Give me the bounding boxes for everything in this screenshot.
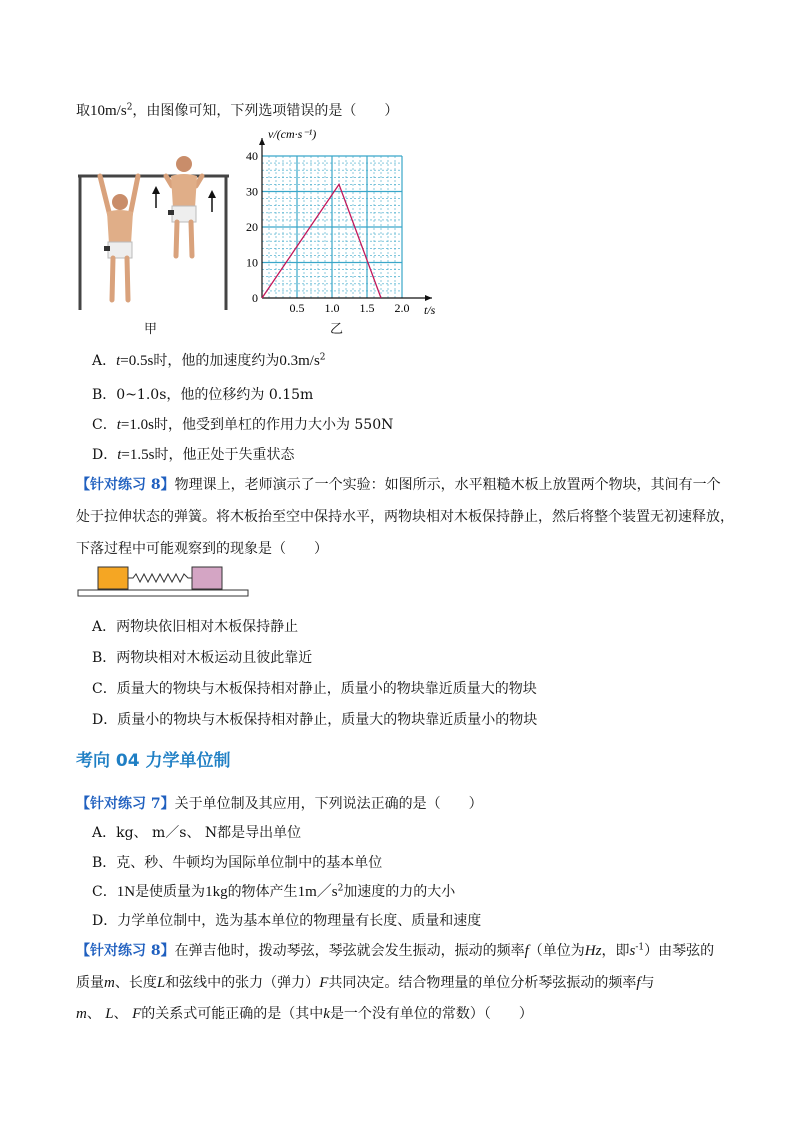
x-axis-label: t/s [424, 303, 436, 317]
option-text: 时，他的加速度约为 [153, 353, 280, 369]
var-f: f [524, 943, 529, 959]
var-f: f [636, 975, 641, 991]
accel-unit: m/s [298, 353, 320, 369]
q3-option-a[interactable]: A．kg、 m／s、 N都是导出单位 [92, 825, 302, 841]
vt-chart [236, 124, 446, 324]
text: 与 [640, 975, 655, 991]
var-l: L [156, 975, 166, 991]
text: 是使质量为 [135, 884, 206, 900]
q3-option-b[interactable]: B．克、秒、牛顿均为国际单位制中的基本单位 [92, 855, 383, 871]
y-tick-label: 40 [246, 149, 258, 163]
x-tick-label: 2.0 [394, 301, 410, 315]
question-tag: 【针对练习 8】 [76, 943, 175, 959]
chart-axes [259, 138, 432, 301]
question-tag: 【针对练习 7】 [76, 796, 175, 812]
option-letter: D． [92, 447, 118, 463]
q1-option-b[interactable] [92, 384, 313, 404]
q2-option-b[interactable]: B．两物块相对木板运动且彼此靠近 [92, 650, 313, 666]
x-tick-label: 0.5 [289, 301, 305, 315]
chart-grid [262, 156, 402, 298]
text: 质量 [76, 975, 104, 991]
figure-label-left: 甲 [144, 322, 158, 337]
var-m: m [76, 1006, 87, 1022]
text: ）由琴弦的 [644, 943, 715, 959]
spring [128, 574, 192, 582]
text: 加速度的力的大小 [343, 884, 456, 900]
section-title: 考向 04 力学单位制 [76, 751, 231, 771]
var-t: t [117, 447, 122, 463]
origin-label: 0 [252, 291, 258, 305]
unit-hz: Hz [584, 943, 602, 959]
q4-stem-line3 [76, 1003, 533, 1023]
num-1: 1 [297, 884, 306, 900]
x-tick-label: 1.0 [324, 301, 340, 315]
q2-option-a[interactable]: A．两物块依旧相对木板保持静止 [92, 619, 299, 635]
right-block [192, 567, 222, 589]
q1-option-c[interactable] [92, 414, 393, 434]
pullup-figure [74, 152, 234, 312]
figure-label-right: 乙 [330, 322, 344, 337]
text: 、 [86, 1006, 106, 1022]
intro-unit: m/s [105, 103, 127, 119]
text: 、长度 [114, 975, 157, 991]
text: 在弹吉他时，拨动琴弦，琴弦就会发生振动，振动的频率 [174, 943, 525, 959]
q2-stem-line1 [76, 474, 721, 494]
unit-s: s [629, 943, 636, 959]
time-unit: s [148, 417, 154, 433]
x-axis-arrow-icon [425, 295, 432, 301]
option-text: 0~1.0s，他的位移约为 0.15m [116, 387, 314, 403]
q1-option-d[interactable] [92, 444, 294, 464]
intro-line [76, 100, 398, 120]
intro-post: ，由图像可知，下列选项错误的是（ ） [132, 103, 399, 119]
y-tick-label: 10 [246, 255, 258, 270]
q3-stem [76, 793, 483, 813]
y-axis-label: v/(cm·s⁻¹) [268, 127, 317, 141]
option-text: 时，他受到单杠的作用力大小为 550N [153, 417, 394, 433]
q2-stem-line2: 处于拉伸状态的弹簧。将木板抬至空中保持水平，两物块相对木板保持静止，然后将整个装置无初速释放， [76, 509, 734, 525]
q1-option-a[interactable] [92, 350, 326, 370]
num-1: 1 [116, 884, 125, 900]
text: 和弦线中的张力（弹力） [165, 975, 320, 991]
time-unit: s [147, 353, 154, 369]
text: ，即 [601, 943, 630, 959]
option-text: 时，他正处于失重状态 [154, 447, 295, 463]
var-t: t [116, 417, 121, 433]
time-unit: s [148, 447, 155, 463]
var-f-force: F [132, 1006, 142, 1022]
question-tag: 【针对练习 8】 [76, 477, 175, 493]
q2-option-d[interactable]: D．质量小的物块与木板保持相对静止，质量大的物块靠近质量小的物块 [92, 712, 538, 728]
q2-stem-line3: 下落过程中可能观察到的现象是（ ） [76, 541, 328, 557]
left-block [98, 567, 128, 589]
raised-person [166, 156, 202, 256]
intro-exp: 2 [126, 102, 133, 113]
text: 是一个没有单位的常数）（ ） [329, 1006, 533, 1022]
y-tick-label: 30 [246, 184, 258, 199]
x-tick-label: 1.5 [359, 301, 375, 315]
up-arrow-icon [152, 186, 160, 208]
unit-kg: kg [212, 884, 228, 900]
q3-option-c[interactable] [92, 880, 455, 901]
y-axis-arrow-icon [259, 138, 265, 145]
var-l: L [105, 1006, 114, 1022]
num-1: 1 [205, 884, 213, 900]
time-value: =0.5 [120, 353, 148, 369]
q2-option-c[interactable]: C．质量大的物块与木板保持相对静止，质量小的物块靠近质量大的物块 [92, 681, 537, 697]
q3-option-d[interactable]: D．力学单位制中，选为基本单位的物理量有长度、质量和速度 [92, 913, 482, 929]
var-f-force: F [319, 975, 329, 991]
q2-text-1: 物理课上，老师演示了一个实验：如图所示，水平粗糙木板上放置两个物块，其间有一个 [174, 477, 721, 493]
q4-stem-line2 [76, 972, 655, 992]
option-letter: B． [92, 387, 117, 403]
option-letter: C． [92, 417, 117, 433]
q3-text: 关于单位制及其应用，下列说法正确的是（ ） [174, 796, 483, 812]
hanging-person [100, 176, 138, 300]
text: 的关系式可能正确的是（其中 [141, 1006, 324, 1022]
var-k: k [323, 1006, 330, 1022]
var-m: m [104, 975, 115, 991]
text: （单位为 [528, 943, 585, 959]
time-value: =1.5 [121, 447, 149, 463]
accel-exp: 2 [319, 352, 326, 363]
spring-blocks-figure [76, 562, 250, 602]
intro-g: 10 [90, 103, 105, 119]
accel-value: 0.3 [279, 353, 299, 369]
exp: -1 [635, 942, 645, 953]
text: 共同决定。结合物理量的单位分析琴弦振动的频率 [328, 975, 637, 991]
exp-2: 2 [337, 883, 344, 894]
intro-pre: 取 [76, 103, 90, 119]
q4-stem-line1 [76, 940, 714, 960]
option-letter: A． [92, 353, 117, 369]
y-tick-label: 20 [246, 220, 258, 234]
unit-ms: m／s [305, 884, 338, 900]
option-letter: C． [92, 884, 117, 900]
unit-n: N [124, 884, 136, 900]
var-t: t [116, 353, 121, 369]
time-value: =1.0 [120, 417, 149, 433]
text: 、 [113, 1006, 133, 1022]
text: 的物体产生 [227, 884, 298, 900]
up-arrow-icon [208, 190, 216, 212]
